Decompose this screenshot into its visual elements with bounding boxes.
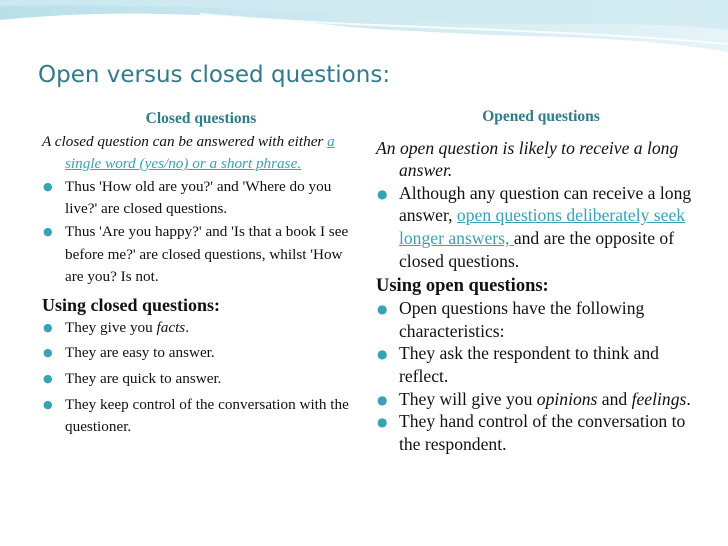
using-open-heading: Using open questions: [376,276,549,297]
using-closed-text: They are easy to answer. [65,344,215,362]
closed-questions-heading: Closed questions [145,110,257,127]
open-questions-heading: Opened questions [482,108,600,125]
open-intro: An open question is likely to receive a long answer. [376,137,679,181]
list-item [42,394,360,439]
bullet-icon: ● [43,346,53,360]
using-open-text: Open questions have the following characteristics: [399,298,645,341]
closed-intro [42,131,360,176]
facts-italic: facts [156,318,186,336]
using-closed-heading: Using closed questions: [42,294,221,315]
list-item [42,176,360,221]
bullet-icon: ● [43,179,53,193]
using-closed-text: They keep control of the conversation with the questioner. [65,395,349,436]
period: . [185,318,190,336]
closed-intro-text: A closed question can be answered with either [42,132,328,150]
using-open-text: They ask the respondent to think and reflect. [399,343,659,386]
list-item [376,388,706,411]
list-item [42,221,360,289]
bullet-icon: ● [43,371,53,385]
list-item [42,368,360,391]
list-item [376,342,706,387]
using-closed-text: They give you [65,318,157,336]
bullet-icon: ● [377,186,388,201]
list-item [42,317,360,340]
open-point-link[interactable]: open questions deliberately seek longer answers, [399,205,686,248]
list-item [376,182,706,272]
bullet-icon: ● [43,224,53,238]
list-item [376,297,706,342]
using-open-text: They will give you [399,388,537,409]
open-point-text: Although any question can receive a long answer, [399,182,692,226]
bullet-icon: ● [377,392,388,407]
bullet-icon: ● [377,347,388,362]
list-item [376,410,706,455]
closed-questions-column [42,108,360,439]
and-text: and [597,388,632,409]
bullet-icon: ● [377,302,388,317]
header-wave-decoration [0,0,728,70]
closed-point-text: Thus 'Are you happy?' and 'Is that a book I see before me?' are closed questions, whilst 'How are you? Is not. [65,222,349,286]
bullet-icon: ● [377,415,388,430]
closed-point-text: Thus 'How old are you?' and 'Where do you live?' are closed questions. [65,177,332,218]
list-item [42,342,360,365]
slide-title: Open versus closed questions: [38,62,391,88]
open-point-end: and are the opposite of closed questions. [399,227,675,271]
bullet-icon: ● [43,397,53,411]
period: . [686,388,691,409]
opinions-italic: opinions [536,388,598,409]
closed-intro-link[interactable]: a single word (yes/no) or a short phrase. [65,132,335,173]
feelings-italic: feelings [631,388,687,409]
using-closed-text: They are quick to answer. [65,369,222,387]
bullet-icon: ● [43,320,53,334]
using-open-text: They hand control of the conversation to the respondent. [399,411,686,454]
open-questions-column [376,106,706,455]
